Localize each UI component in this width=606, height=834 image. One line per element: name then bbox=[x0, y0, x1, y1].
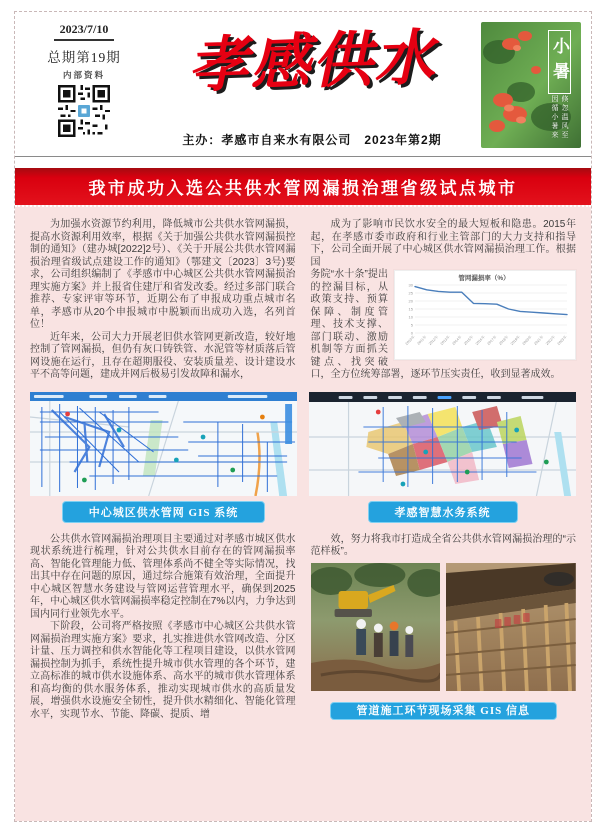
pipeline-caption-row bbox=[311, 697, 577, 721]
article-top-right-column bbox=[311, 219, 577, 382]
svg-text:2018年: 2018年 bbox=[498, 334, 510, 346]
svg-text:2023年: 2023年 bbox=[556, 334, 568, 346]
svg-text:2020年: 2020年 bbox=[521, 334, 533, 346]
solar-term-poster-image bbox=[481, 22, 581, 148]
construction-photos-row bbox=[311, 563, 577, 691]
smart-water-figure bbox=[309, 392, 576, 523]
solar-term-title: 小暑 bbox=[548, 30, 571, 94]
svg-text:30: 30 bbox=[408, 282, 413, 288]
paragraph: 为加强水资源节约利用，降低城市公共供水管网漏损，提高水资源利用效率，根据《关于加强公共供水管网漏损控制的通知》（建办城[2022]2号）、《关于开展公共供水管网漏损治理省级试点建设工作的通知》（鄂建文〔2023〕3号)要求，公司组织编制了《孝感市中心城区公共供水管网漏损治理实施方案》并上报省住建厅和省发改委。经过多部门联合推荐、专家评审等环节，近期公布了申报成功重点城市名单，孝感市从20个申报城市中脱颖而出成功入选，名列首位！ bbox=[30, 219, 296, 330]
chart-text-wrap bbox=[311, 269, 577, 382]
paragraph: 效，努力将我市打造成全省公共供水管网漏损治理的“示范样板”。 bbox=[310, 533, 576, 557]
paragraph: 近年来，公司大力开展老旧供水管网更新改造，较好地控制了管网漏损，但仍有灰口铸铁管、水泥管等材质落后管网设施在运行，且存在超期服役、安装质量差、设计建设水平不高等问题，建成并网后极易引发故障和漏水， bbox=[30, 331, 296, 380]
svg-text:2019年: 2019年 bbox=[509, 334, 521, 346]
svg-text:管网漏损率（%）: 管网漏损率（%） bbox=[458, 275, 510, 282]
pipe-trench-photo bbox=[446, 563, 576, 691]
paragraph: 成为了影响市民饮水安全的最大短板和隐患。2015年起，在孝感市委市政府和行业主管部门的大力支持和指导下，公司全面开展了中心城区供水管网漏损治理工作。根据国 bbox=[310, 219, 576, 268]
svg-text:2017年: 2017年 bbox=[486, 334, 498, 346]
smart-water-map-image bbox=[309, 392, 576, 496]
svg-text:20: 20 bbox=[408, 298, 413, 304]
leakage-chart-svg bbox=[395, 271, 573, 357]
svg-text:2010年: 2010年 bbox=[404, 334, 416, 346]
svg-text:2012年: 2012年 bbox=[428, 334, 440, 346]
svg-text:2021年: 2021年 bbox=[533, 334, 545, 346]
svg-text:5: 5 bbox=[410, 322, 413, 328]
article-top-section bbox=[30, 219, 576, 382]
paragraph: 公共供水管网漏损治理项目主要通过对孝感市城区供水现状系统进行梳理，针对公共供水目前存在的管网漏损率高、智能化管理能力低、管理体系尚不健全等实际情况，找出其中存在问题的原因，通过综合施策有效治理，全面提升中心城区智慧水务建设与管网运营管理水平，确保到2025年，中心城区供水管网漏损率稳定控制在7%以内，力争达到国内同行业领先水平。 bbox=[30, 533, 296, 620]
paragraph: 务院“水十条”提出的控漏目标，从政策支持、预算保障、制度管理、技术支撑、部门联动、激励机制等方面抓关键点、找突破口，全方位统筹部署，逐环节压实责任，收到显著成效。 bbox=[310, 269, 561, 380]
svg-text:2014年: 2014年 bbox=[451, 334, 463, 346]
pipeline-caption-badge: 管道施工环节现场采集 GIS 信息 bbox=[330, 702, 557, 721]
svg-text:2022年: 2022年 bbox=[544, 334, 557, 346]
qr-code-image bbox=[58, 85, 110, 142]
issue-number: 总期第19期 bbox=[47, 50, 121, 65]
masthead-center bbox=[147, 22, 477, 150]
svg-text:15: 15 bbox=[408, 306, 413, 312]
gis-figure bbox=[30, 392, 297, 523]
map-figures-row bbox=[30, 392, 576, 523]
svg-text:2011年: 2011年 bbox=[416, 334, 428, 346]
organizer-line: 主办：孝感市自来水有限公司 2023年第2期 bbox=[182, 133, 442, 147]
masthead bbox=[15, 12, 591, 157]
gis-map-image bbox=[30, 392, 297, 496]
leakage-rate-chart bbox=[394, 270, 576, 360]
svg-text:2016年: 2016年 bbox=[474, 334, 486, 346]
svg-text:25: 25 bbox=[408, 290, 413, 296]
issue-date: 2023/7/10 bbox=[54, 22, 115, 41]
svg-text:0: 0 bbox=[410, 330, 413, 336]
smart-water-caption-badge: 孝感智慧水务系统 bbox=[368, 501, 518, 523]
gis-caption-badge: 中心城区供水管网 GIS 系统 bbox=[62, 501, 265, 523]
page-dashed-frame bbox=[14, 11, 592, 822]
article-bottom-section bbox=[30, 534, 576, 722]
newsletter-title: 孝感供水 bbox=[186, 24, 438, 100]
article-bottom-left-column bbox=[30, 534, 296, 722]
masthead-info-block bbox=[25, 22, 143, 150]
construction-site-photo bbox=[311, 563, 441, 691]
article-top-left-column bbox=[30, 219, 296, 382]
article-bottom-right-column bbox=[311, 534, 577, 722]
svg-text:10: 10 bbox=[408, 314, 413, 320]
svg-text:2013年: 2013年 bbox=[439, 334, 451, 346]
paragraph: 下阶段，公司将严格按照《孝感市中心城区公共供水管网漏损治理实施方案》要求，扎实推进供水管网改造、分区计量、压力调控和供水智能化等工程项目建设，以供水管网漏损控制为抓手，系统性提升城市供水管理的各个环节，建立高标准的城市供水设施体系、高水平的城市供水管理体系和高均衡的供水服务体系，推动实现城市供水的高质量发展，增强供水设施安全韧性，提升供水精细化、智能化管理水平，实现节水、节能、降碳、提质、增 bbox=[30, 621, 296, 720]
headline-banner bbox=[15, 168, 591, 205]
article-body bbox=[15, 205, 591, 821]
internal-material-label: 内部资料 bbox=[62, 70, 105, 80]
headline-text: 我市成功入选公共供水管网漏损治理省级试点城市 bbox=[88, 179, 518, 198]
solar-term-poem: 倏忽温风至 因循小暑来 bbox=[551, 95, 568, 140]
svg-text:2015年: 2015年 bbox=[463, 334, 475, 346]
